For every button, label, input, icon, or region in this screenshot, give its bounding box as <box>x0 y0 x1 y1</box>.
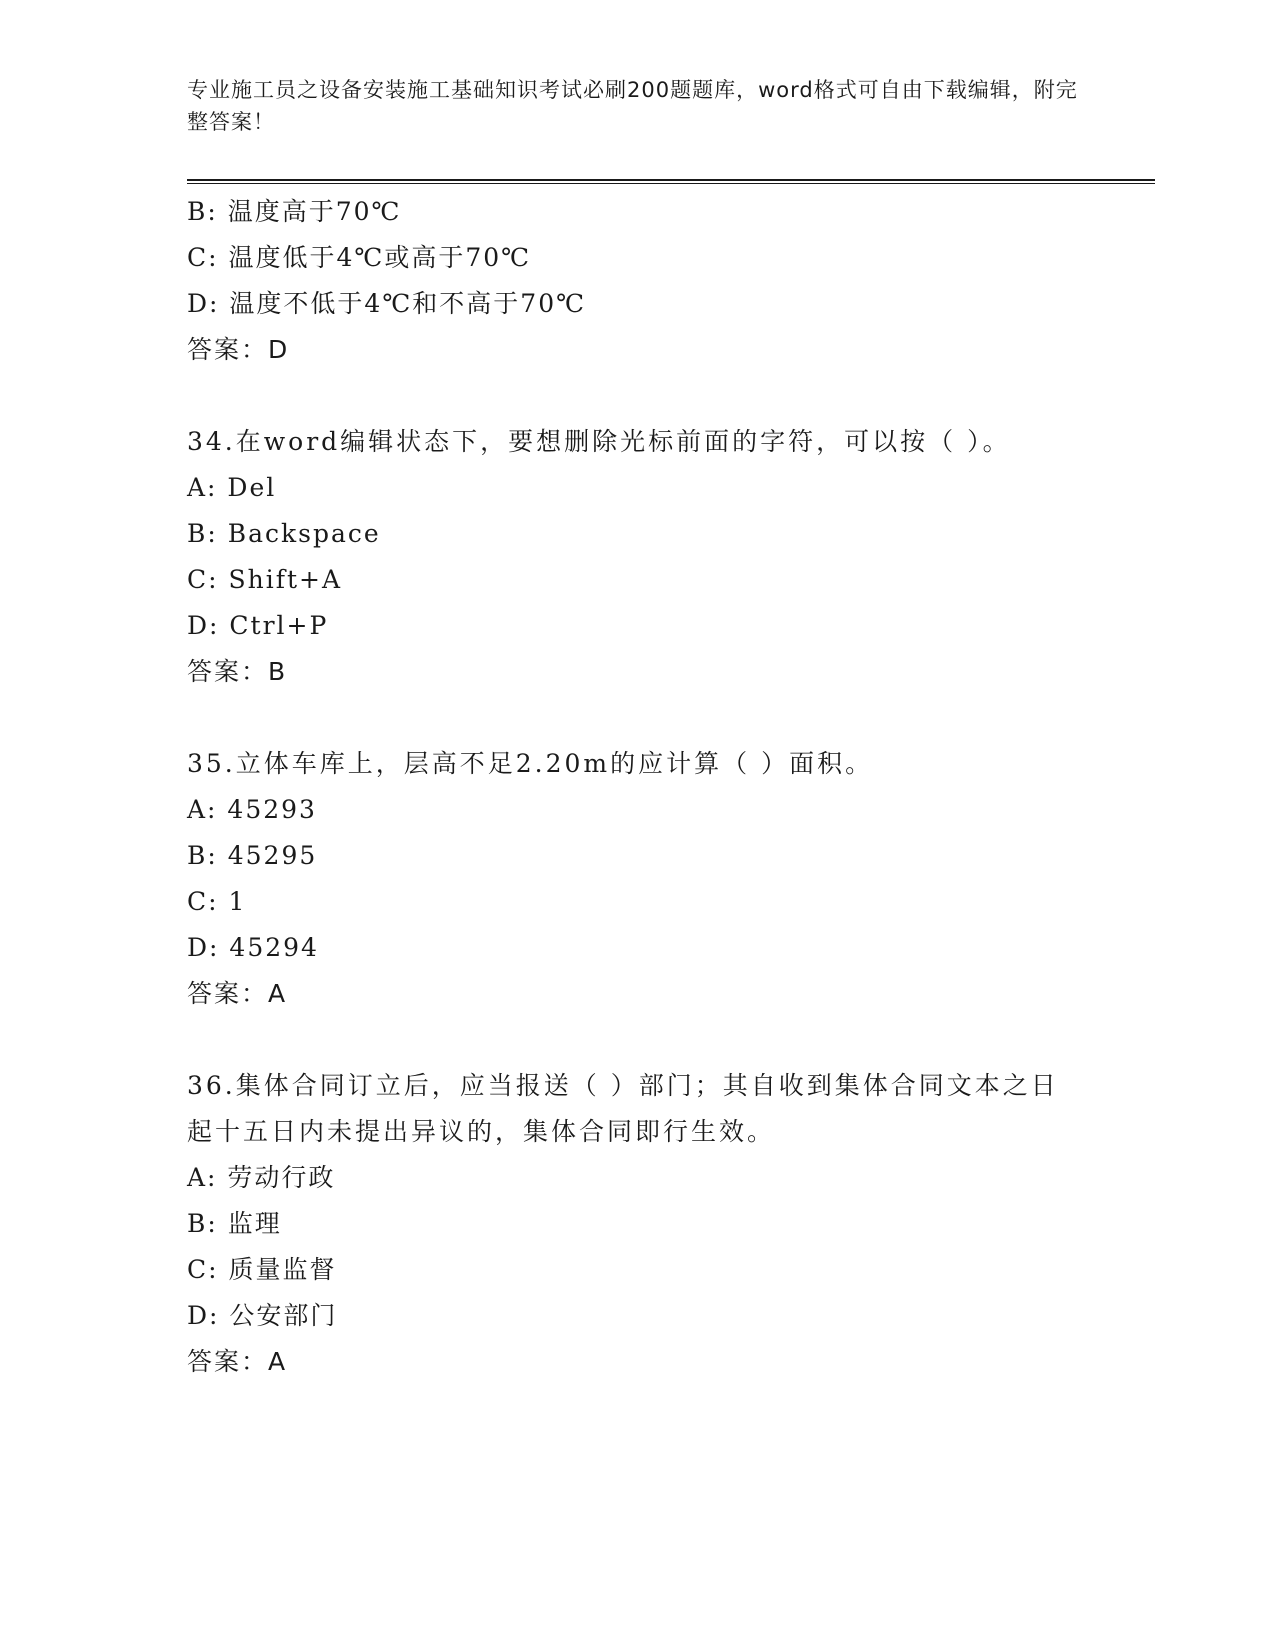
question-block-34 <box>187 419 1147 695</box>
answer-line: 答案：B <box>187 657 288 686</box>
answer-line: 答案：A <box>187 1347 288 1376</box>
option-d: D: 45294 <box>187 933 319 962</box>
option-d: D: Ctrl+P <box>187 611 329 640</box>
option-b: B: 监理 <box>187 1209 282 1238</box>
question-block-35 <box>187 741 1147 1017</box>
option-c: C: 1 <box>187 887 247 916</box>
option-b: B: Backspace <box>187 519 381 548</box>
option-b: B: 45295 <box>187 841 318 870</box>
option-a: A: 劳动行政 <box>187 1163 336 1192</box>
option-a: A: Del <box>187 473 277 502</box>
spacer <box>187 1017 1147 1063</box>
spacer <box>187 695 1147 741</box>
option-b: B: 温度高于70℃ <box>187 197 402 226</box>
header-divider <box>187 179 1155 184</box>
option-d: D: 公安部门 <box>187 1301 338 1330</box>
answer-line: 答案：D <box>187 335 290 364</box>
document-body <box>187 189 1147 1385</box>
option-c: C: 质量监督 <box>187 1255 337 1284</box>
document-header: 专业施工员之设备安装施工基础知识考试必刷200题题库，word格式可自由下载编辑，附完整答案！ <box>187 78 1078 134</box>
option-c: C: Shift+A <box>187 565 343 594</box>
answer-line: 答案：A <box>187 979 288 1008</box>
option-d: D: 温度不低于4℃和不高于70℃ <box>187 289 587 318</box>
question-text: 34.在word编辑状态下，要想删除光标前面的字符，可以按（ ）。 <box>187 427 1011 456</box>
option-a: A: 45293 <box>187 795 317 824</box>
option-c: C: 温度低于4℃或高于70℃ <box>187 243 532 272</box>
question-text: 35.立体车库上，层高不足2.20m的应计算（ ）面积。 <box>187 749 874 778</box>
question-block-33-tail <box>187 189 1147 373</box>
spacer <box>187 373 1147 419</box>
question-block-36 <box>187 1063 1147 1385</box>
question-text: 36.集体合同订立后，应当报送（ ）部门；其自收到集体合同文本之日起十五日内未提出异议的，集体合同即行生效。 <box>187 1071 1059 1146</box>
